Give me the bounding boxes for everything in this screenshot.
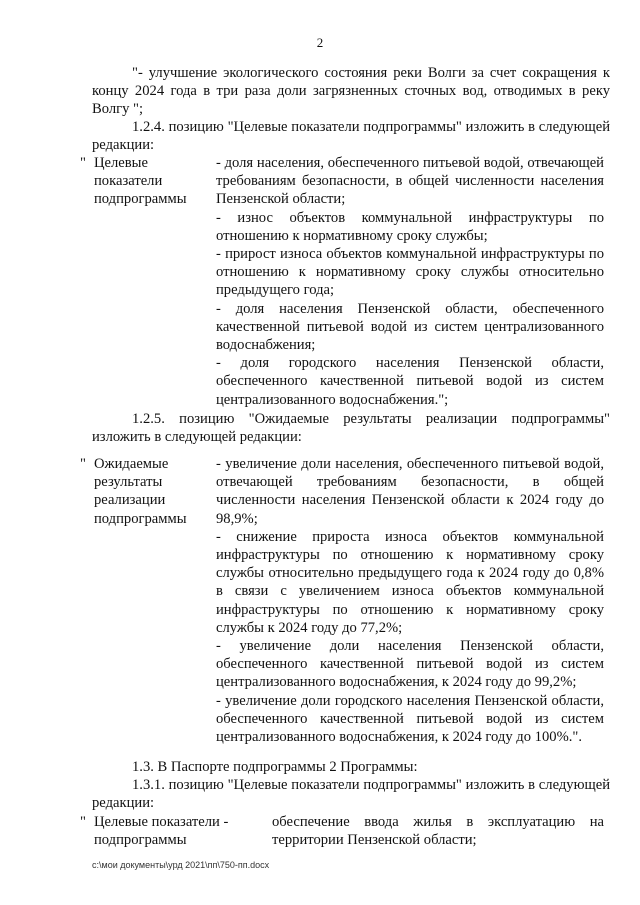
block-label [94,455,206,528]
page-number: 2 [316,35,324,50]
block-content [272,813,604,849]
block-label [94,813,264,849]
list-item: - доля городского населения Пензенской области, обеспеченного качественной питьевой водой из систем централизованного водоснабжения."; [216,355,604,408]
block-content [216,154,604,409]
list-item: - увеличение доли городского населения Пензенской области, обеспеченного качественной питьевой водой из систем централизованного водоснабжения, к 2024 году до 100%.". [216,692,604,746]
label-line: подпрограммы [94,191,187,208]
item-1-3: 1.3. В Паспорте подпрограммы 2 Программы: [132,759,418,775]
intro-paragraph: "- улучшение экологического состояния реки Волги за счет сокращения к концу 2024 года в три раза доли загрязненных сточных вод, отводимых в реку Волгу "; [92,65,610,118]
item-1-2-5: 1.2.5. позицию "Ожидаемые результаты реализации подпрограммы" изложить в следующей редакции: [92,411,610,446]
item-1-2-4: 1.2.4. позицию "Целевые показатели подпрограммы" изложить в следующей редакции: [92,119,610,154]
opening-quote: " [80,456,86,472]
list-item: - износ объектов коммунальной инфраструктуры по отношению к нормативному сроку службы; [216,209,604,244]
label-line: результаты [94,474,163,491]
label-line: подпрограммы [94,832,187,849]
list-item: обеспечение ввода жилья в эксплуатацию на территории Пензенской области; [272,814,604,849]
list-item: - увеличение доли населения Пензенской области, обеспеченного качественной питьевой водой из систем централизованного водоснабжения, к 2024 году до 99,2%; [216,638,604,691]
list-item: - доля населения, обеспеченного питьевой водой, отвечающей требованиям безопасности, в общей численности населения Пензенской области; [216,155,604,208]
label-line: реализации [94,492,166,509]
list-item: - доля населения Пензенской области, обеспеченного качественной питьевой водой из систем централизованного водоснабжения; [216,300,604,354]
list-item: - увеличение доли населения, обеспеченного питьевой водой, отвечающей требованиям безопасности, в общей численности населения Пензенской области к 2024 году до 98,9%; [216,456,604,527]
label-line: Целевые показатели - [94,814,229,830]
list-item: - снижение прироста износа объектов коммунальной инфраструктуры по отношению к нормативному сроку службы относительно предыдущего года к 2024 году до 0,8% в связи с увеличением износа объектов коммунальной инфраструктуры по отношению к нормативному сроку службы к 2024 году до 77,2%; [216,528,604,636]
label-line: Целевые [94,155,148,171]
opening-quote: " [80,155,86,171]
block-label [94,154,206,209]
opening-quote: " [80,814,86,830]
file-path-footer: c:\мои документы\урд 2021\пп\750-пп.docx [92,860,270,870]
label-line: подпрограммы [94,510,187,527]
label-line: Ожидаемые [94,456,169,472]
block-content [216,455,604,746]
list-item: - прирост износа объектов коммунальной инфраструктуры по отношению к нормативному сроку службы относительно предыдущего года; [216,246,604,299]
item-1-3-1: 1.3.1. позицию "Целевые показатели подпрограммы" изложить в следующей редакции: [92,777,610,812]
label-line: показатели [94,173,163,190]
